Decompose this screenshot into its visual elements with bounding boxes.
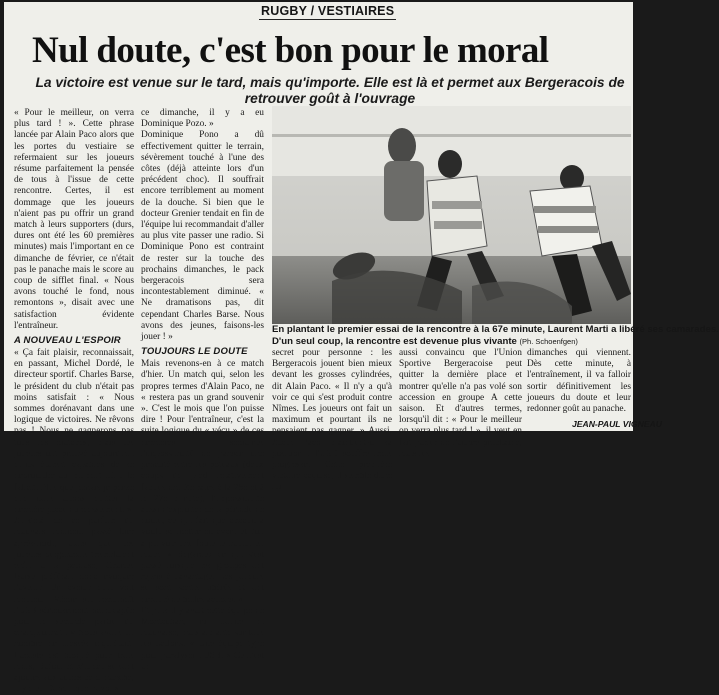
article-column-2 — [141, 108, 264, 672]
paragraph: aussi convaincu que l'Union Sportive Bergeracoise peut quitter la dernière place et montrer qu'elle n'a pas volé son accession en groupe A cette saison. Et d'autres termes, lorsqu'il dit : « Pour le meilleur on verra plus tard ! », il veut en fait parler de l'année prochaine, mais les — [399, 348, 522, 459]
player-head-bg — [388, 128, 416, 164]
paragraph: secret pour personne : les Bergeracois jouent bien mieux devant les grosses cylindrées, dit Alain Paco. « Il n'y a qu'à voir ce qui s'est produit contre Nîmes. Les joueurs ont fait un maximum et pourtant ils ne pensaient pas gagner. » Aussi, Alain Paco maintient-il sa position : l'USB souffre mais progresse. Cette première victoire acquise, il semble donc lui — [272, 348, 392, 493]
caption-line-1: En plantant le premier essai de la rencontre à la 67e minute, Laurent Marti a libéré ses camarades. — [272, 324, 719, 335]
photo-illustration — [272, 106, 631, 324]
article-column-5 — [527, 348, 631, 430]
subheading: A NOUVEAU L'ESPOIR — [14, 335, 121, 347]
caption-text: D'un seul coup, la rencontre est devenue plus vivante — [272, 335, 517, 347]
caption-line-2 — [272, 336, 631, 348]
standfirst: La victoire est venue sur le tard, mais qu'importe. Elle est là et permet aux Bergeracois de retrouver goût à l'ouvrage — [35, 75, 625, 106]
paragraph: « Pour le meilleur, on verra plus tard ! ». Cette phrase lancée par Alain Paco alors que les portes du vestiaire se refermaient sur les joueurs résume parfaitement la pensée de tous à l'issue de cette rencontre. Certes, il est dommage que les joueurs n'aient pas pu offrir un grand match à leurs supporters (durs, dures ont été les 60 premières minutes) mais l'important en ce dimanche de février, ce n'était pas le panache mais le score au coup de sifflet final. « Nous avons touché le fond, nous remontons », disait avec une satisfaction évidente l'entraîneur. — [14, 108, 134, 331]
article-column-4 — [399, 348, 522, 459]
paragraph: Mais revenons-en à ce match d'hier. Un match qui, selon les propres termes d'Alain Paco, ne « restera pas un grand souvenir ». C'est le mois que l'on puisse dire ! Pour l'entraîneur, c'est la suite logique du « vécu » de ces dernières semaines l'impossibilité de panser une pénalité entre les poteaux (deux coups de pied relativement faciles ont été ratés à la 25e et à la 27e minute), l'impossibilité aussi d'exploiter de la période de doute, ce qui fait que chacun a voulu se mettre en avant et l'on a pu voir une foule le ballon en main. « Regardez ce qui s'est passé lorsque les groupes ont repris à l'avantage. Les joueurs se sont sentis libérés et ont déroulé de belles actions. » — [141, 359, 264, 605]
paragraph: dimanches qui viennent. Dès cette minute, à l'entraînement, il va falloir sortir définitivement les joueurs du doute et leur redonner goût au panache. — [527, 348, 631, 415]
paragraph: Au-delà de ce parfum du mauvais moment passé hier après-midi, alors que les joueurs bergeracois tremblaient enfin à la pelouse, Charles Barse préférait donc évoquer l'avenir. Un avenir qu'il voit meilleur. Même s'il reconnaît l'USB sérieusement handicapée pour la seconde partie du championnat : « Nous avons un nombre de blessés inquiétant. Lacoste est bloqué pour trois mois, Dufour et Moreau se sont ajoutés aux autres ce dimanche, il y a eu Dominique Pozo. » — [14, 516, 134, 695]
author-signature: JEAN-PAUL VIGNEAU — [572, 419, 662, 429]
article-column-3 — [272, 348, 392, 493]
paragraph: Dominique Pono a dû effectivement quitter le terrain, sévèrement touché à l'une des côtes (déjà atteinte lors d'un précédent choc). Il souffrait encore terriblement au moment de la douche. Si bien que le docteur Grenier tendait en fin de l'équipe lui recommandait d'aller au plus vite passer une radio. Si Dominique Pono est contraint de rester sur la touche des prochains dimanches, le pack bergeracois sera incontestablement diminué. « Ne dramatisons pas, dit cependant Charles Barse. Nous avons des jeunes, faisons-les jouer ! » — [141, 130, 264, 343]
photo-caption — [272, 324, 719, 348]
newspaper-clipping — [4, 2, 719, 695]
photo-credit: (Ph. Schoenfgen) — [519, 336, 578, 346]
subheading: TOUJOURS LE DOUTE — [141, 346, 248, 358]
headline: Nul doute, c'est bon pour le moral — [32, 30, 549, 71]
paragraph: « Ça fait plaisir, reconnaissait, en passant, Michel Dordé, le directeur sportif. Charles Barse, le président du club n'était pas moins satisfait : « Nous sommes dorénavant dans une logique de victoires. Ne rêvons pas ! Nous ne gagnerons pas tous les matches, mais les joueurs ont prouvé aujourd'hui qu'ils étaient capables de se débrouiller au moment où il le fallait. Plus que jamais je pense que nous allons quitter la dernière place du classement. » — [14, 348, 134, 515]
rugby-match-photo — [272, 106, 631, 324]
section-rubric: RUGBY / VESTIAIRES — [261, 4, 395, 18]
paragraph: Et puis il y avait cette équipe de Montauban, ni bonne ni mauvaise, mais aimante sur tous les ballons. « Une équipe type pour paralyser l'USB. » Ce n'est un — [141, 605, 264, 672]
player-head — [438, 150, 462, 178]
article-column-1 — [14, 108, 134, 695]
paragraph: ce dimanche, il y a eu Dominique Pozo. » — [141, 108, 264, 130]
